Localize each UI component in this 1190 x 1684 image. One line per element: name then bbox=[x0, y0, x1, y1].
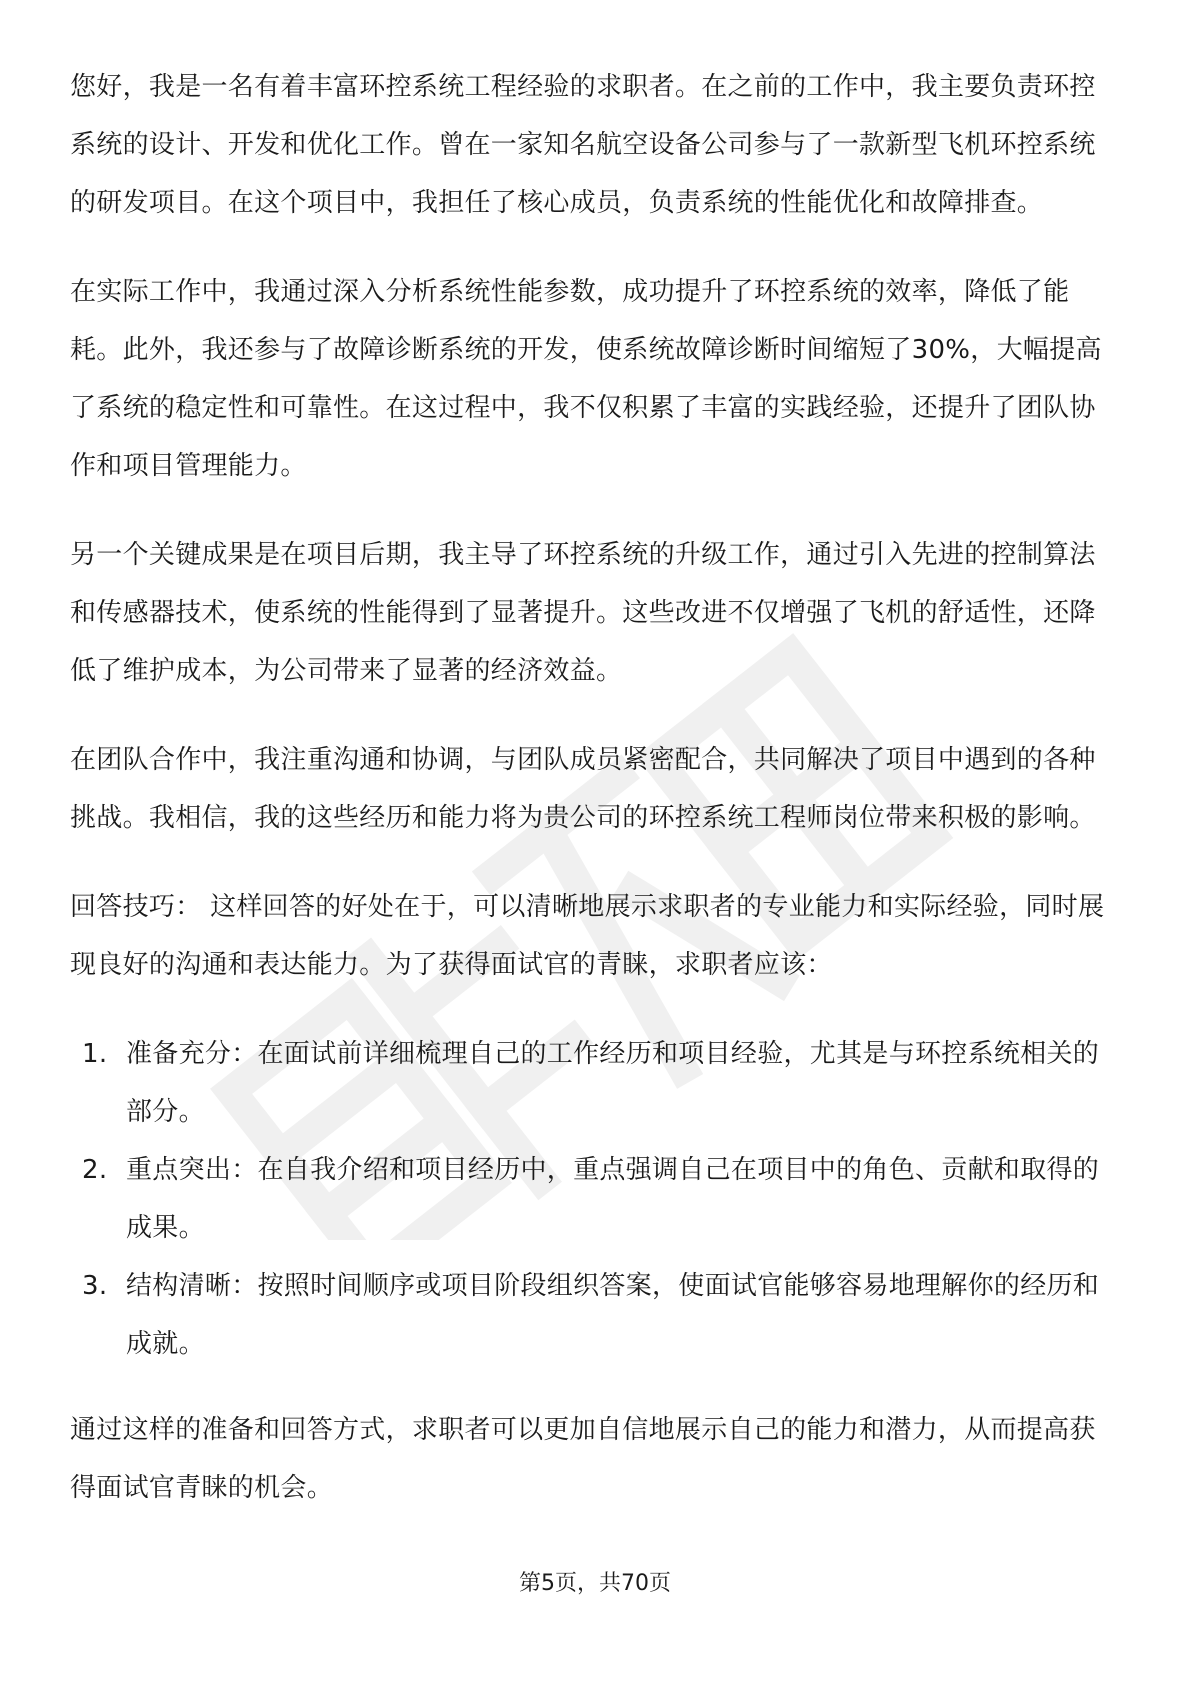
document-body bbox=[70, 58, 1120, 1517]
paragraph-work-experience: 在实际工作中，我通过深入分析系统性能参数，成功提升了环控系统的效率，降低了能耗。此外，我还参与了故障诊断系统的开发，使系统故障诊断时间缩短了30%，大幅提高了系统的稳定性和可靠性。在这过程中，我不仅积累了丰富的实践经验，还提升了团队协作和项目管理能力。 bbox=[70, 277, 1102, 481]
paragraph-key-achievement: 另一个关键成果是在项目后期，我主导了环控系统的升级工作，通过引入先进的控制算法和传感器技术，使系统的性能得到了显著提升。这些改进不仅增强了飞机的舒适性，还降低了维护成本，为公司带来了显著的经济效益。 bbox=[70, 540, 1096, 686]
list-item bbox=[70, 1025, 1120, 1141]
list-item-number: 3. bbox=[82, 1271, 108, 1301]
list-item-number: 2. bbox=[82, 1155, 108, 1185]
tips-list bbox=[70, 1025, 1120, 1373]
list-item-text: 准备充分：在面试前详细梳理自己的工作经历和项目经验，尤其是与环控系统相关的部分。 bbox=[126, 1039, 1100, 1127]
paragraph-closing: 通过这样的准备和回答方式，求职者可以更加自信地展示自己的能力和潜力，从而提高获得面试官青睐的机会。 bbox=[70, 1415, 1096, 1503]
paragraph-intro: 您好，我是一名有着丰富环控系统工程经验的求职者。在之前的工作中，我主要负责环控系统的设计、开发和优化工作。曾在一家知名航空设备公司参与了一款新型飞机环控系统的研发项目。在这个项目中，我担任了核心成员，负责系统的性能优化和故障排查。 bbox=[70, 72, 1096, 218]
list-item bbox=[70, 1257, 1120, 1373]
paragraph-tips-intro: 回答技巧： 这样回答的好处在于，可以清晰地展示求职者的专业能力和实际经验，同时展现良好的沟通和表达能力。为了获得面试官的青睐，求职者应该： bbox=[70, 892, 1105, 980]
list-item bbox=[70, 1141, 1120, 1257]
list-item-number: 1. bbox=[82, 1039, 108, 1069]
list-item-text: 重点突出：在自我介绍和项目经历中，重点强调自己在项目中的角色、贡献和取得的成果。 bbox=[126, 1155, 1100, 1243]
page-number: 第5页，共70页 bbox=[519, 1571, 671, 1596]
paragraph-teamwork: 在团队合作中，我注重沟通和协调，与团队成员紧密配合，共同解决了项目中遇到的各种挑战。我相信，我的这些经历和能力将为贵公司的环控系统工程师岗位带来积极的影响。 bbox=[70, 745, 1096, 833]
list-item-text: 结构清晰：按照时间顺序或项目阶段组织答案，使面试官能够容易地理解你的经历和成就。 bbox=[126, 1271, 1100, 1359]
